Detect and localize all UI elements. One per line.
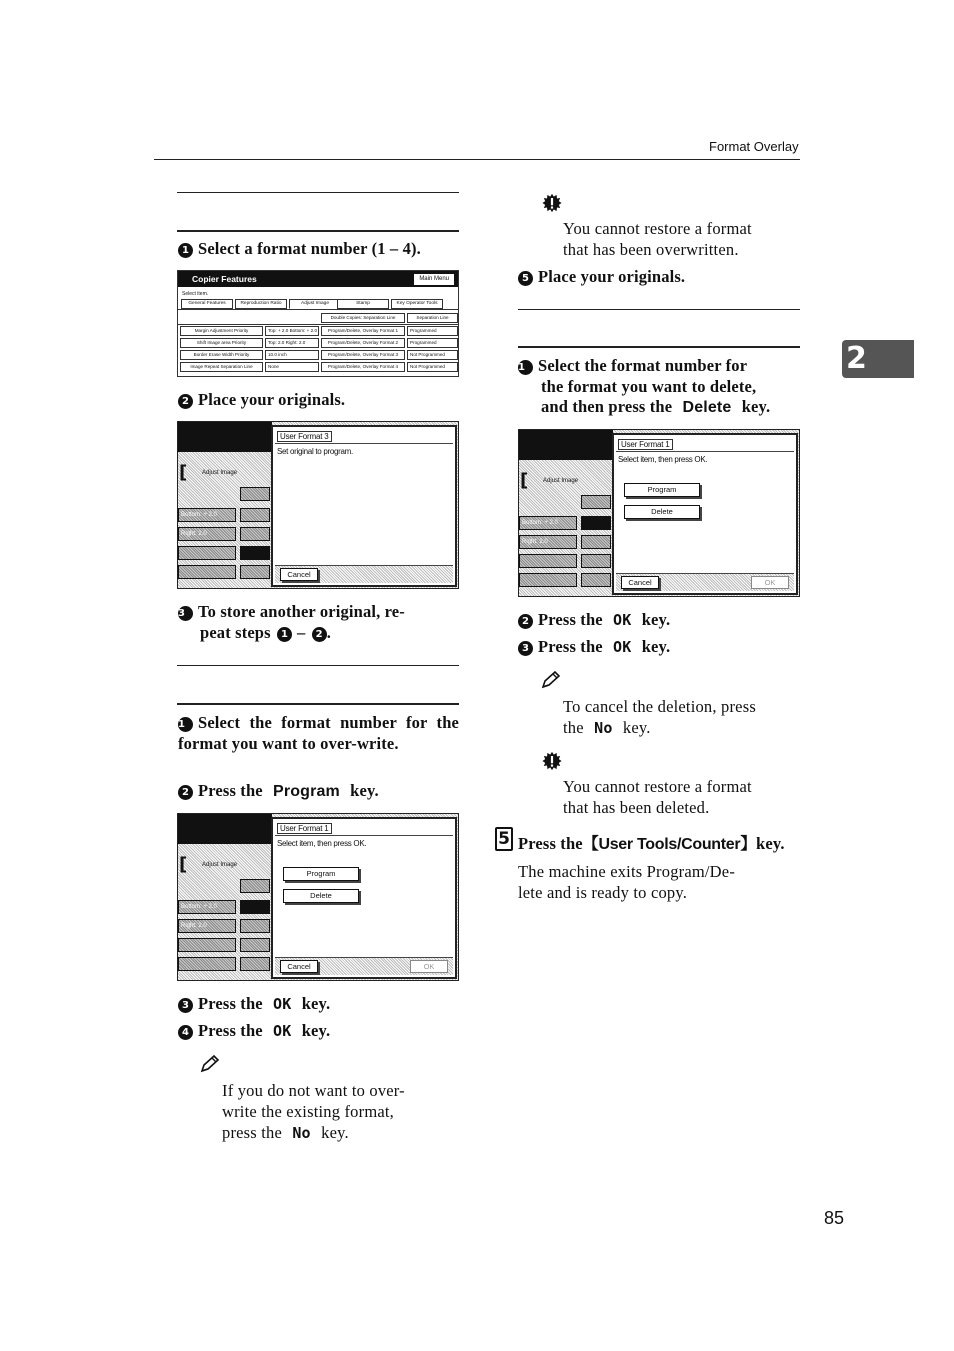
ok-key: OK xyxy=(273,995,292,1013)
note-pencil-icon xyxy=(199,1054,221,1074)
step-text: key. xyxy=(301,994,331,1013)
screen-topbar xyxy=(178,814,272,844)
step-text: Press the xyxy=(538,610,603,629)
tab-stamp[interactable]: Stamp xyxy=(337,299,389,309)
subsection-rule xyxy=(177,230,459,232)
step-text: Place your originals. xyxy=(198,390,346,409)
step-ref-2: 2 xyxy=(312,627,327,642)
side-cell[interactable] xyxy=(178,565,236,579)
step-select-overwrite xyxy=(178,713,459,754)
step-text: Press the xyxy=(518,834,583,853)
step-text: Press the xyxy=(198,781,263,800)
side-cell[interactable] xyxy=(519,573,577,587)
side-cell-prog-selected[interactable] xyxy=(581,516,611,530)
dialog-message: Set original to program. xyxy=(277,447,353,456)
screen-topbar xyxy=(519,430,613,460)
side-cell-prog[interactable] xyxy=(240,919,270,933)
step-period: . xyxy=(326,623,331,642)
step-text: peat steps xyxy=(200,623,271,642)
step-press-ok xyxy=(518,637,802,658)
step-text: key. xyxy=(350,781,379,800)
step-text: key. xyxy=(641,637,671,656)
dialog-message: Select item, then press OK. xyxy=(277,839,367,848)
side-cell-prog[interactable] xyxy=(240,508,270,522)
select-item-label: Select item. xyxy=(182,291,209,297)
no-key: No xyxy=(594,719,613,737)
user-format-dialog xyxy=(271,425,457,587)
setting-name[interactable]: Margin Adjustment Priority xyxy=(180,326,263,336)
note-line-key xyxy=(563,717,803,739)
section-rule xyxy=(177,192,459,193)
step-text: Select the format number for the format you want to over-write. xyxy=(178,713,459,753)
setting-value: None xyxy=(265,362,319,372)
step-number: 3 xyxy=(178,606,193,621)
cancel-button[interactable]: Cancel xyxy=(621,576,659,589)
ok-key: OK xyxy=(273,1022,292,1040)
step-number: 1 xyxy=(178,243,193,258)
overlay-format-status: Programmed xyxy=(407,326,458,336)
adjust-image-label: Adjust Image xyxy=(202,862,238,868)
program-button[interactable]: Program xyxy=(283,867,359,881)
overlay-format-status: Not Programmed xyxy=(407,362,458,372)
setting-value: Top: 2.0 Right: 2.0 xyxy=(265,338,319,348)
no-key: No xyxy=(292,1124,311,1142)
important-icon xyxy=(541,193,563,213)
important-line: You cannot restore a format xyxy=(563,777,752,796)
step-text: Press the xyxy=(198,1021,263,1040)
dialog-title-rule xyxy=(275,443,453,444)
side-cell-prog[interactable] xyxy=(581,573,611,587)
note-text: key. xyxy=(321,1123,349,1142)
step-press-program xyxy=(178,781,462,803)
header-rule xyxy=(154,159,800,160)
side-cell[interactable] xyxy=(178,546,236,560)
ok-key: OK xyxy=(613,611,632,629)
side-cell-bottom[interactable]: Bottom: + 2.0 xyxy=(178,900,236,914)
side-cell[interactable] xyxy=(240,487,270,501)
subsection-rule xyxy=(518,346,800,348)
step-text: key. xyxy=(741,397,771,416)
ok-button[interactable]: OK xyxy=(751,576,789,589)
copier-features-title: Copier Features xyxy=(192,274,257,284)
note-line-key xyxy=(222,1122,462,1144)
delete-button[interactable]: Delete xyxy=(624,505,700,519)
note-text xyxy=(222,1080,459,1122)
step-text: Select the format number for xyxy=(538,356,748,375)
side-cell-prog[interactable] xyxy=(581,554,611,568)
step-text: key. xyxy=(641,610,671,629)
page-number: 85 xyxy=(824,1208,845,1228)
dialog-message: Select item, then press OK. xyxy=(618,455,708,464)
tab-baseline xyxy=(178,309,458,310)
user-format-3-screen xyxy=(177,421,459,589)
important-line: You cannot restore a format xyxy=(563,219,752,238)
step-press-user-tools xyxy=(518,834,802,856)
step-number: 3 xyxy=(178,998,193,1013)
step-text: Select a format number (1 – 4). xyxy=(198,239,421,258)
step-text: Place your originals. xyxy=(538,267,686,286)
step-number: 2 xyxy=(178,394,193,409)
step-select-delete-cont xyxy=(541,377,800,398)
delete-key: Delete xyxy=(682,399,732,416)
overlay-format-button[interactable]: Program/Delete, Overlay Format 1 xyxy=(321,326,405,336)
bracket-left: [ xyxy=(520,470,529,491)
step-number: 1 xyxy=(178,717,193,732)
user-format-dialog xyxy=(612,433,798,595)
side-cell[interactable] xyxy=(581,495,611,509)
side-cell-prog[interactable] xyxy=(240,938,270,952)
step-number: 1 xyxy=(518,360,533,375)
important-line: that has been overwritten. xyxy=(563,240,739,259)
important-line: that has been deleted. xyxy=(563,798,710,817)
note-text: the xyxy=(563,718,584,737)
setting-name[interactable]: Border Erase Width Priority xyxy=(180,350,263,360)
adjust-image-label: Adjust Image xyxy=(202,470,238,476)
side-cell-prog-selected[interactable] xyxy=(240,546,270,560)
note-line: write the existing format, xyxy=(222,1102,394,1121)
side-cell-prog[interactable] xyxy=(240,565,270,579)
side-cell[interactable] xyxy=(240,879,270,893)
adjust-image-label: Adjust Image xyxy=(543,478,579,484)
side-cell-prog[interactable] xyxy=(240,527,270,541)
user-format-1-screen xyxy=(177,813,459,981)
note-pencil-icon xyxy=(540,670,562,690)
overlay-format-status: Not Programmed xyxy=(407,350,458,360)
cancel-button[interactable]: Cancel xyxy=(280,960,318,973)
overlay-format-status: Programmed xyxy=(407,338,458,348)
setting-name[interactable]: Image Repeat Separation Line xyxy=(180,362,263,372)
tab-general-features[interactable]: General Features xyxy=(181,299,233,309)
setting-value: Top: + 2.0 Bottom: + 2.0 xyxy=(265,326,319,336)
dialog-footer xyxy=(275,957,453,975)
tab-key-operator-tools[interactable]: Key Operator Tools xyxy=(391,299,443,309)
tab-adjust-image[interactable]: Adjust Image xyxy=(289,299,341,309)
step-repeat-steps xyxy=(178,602,459,623)
step-ref-1: 1 xyxy=(277,627,292,642)
side-cell[interactable] xyxy=(178,938,236,952)
step-text: and then press the xyxy=(541,397,673,416)
step-select-delete-cont xyxy=(541,397,803,419)
subheader-separation-line: Separation Line xyxy=(407,313,458,323)
chapter-tab: 2 xyxy=(842,340,914,378)
bracket-left: [ xyxy=(179,854,188,875)
section-rule xyxy=(518,309,800,310)
main-step-number: 5 xyxy=(495,827,513,851)
program-key: Program xyxy=(273,783,340,800)
side-cell-prog-selected[interactable] xyxy=(240,900,270,914)
copier-features-titlebar xyxy=(178,271,458,287)
note-text: press the xyxy=(222,1123,282,1142)
side-cell-bottom[interactable]: Bottom: + 2.0 xyxy=(519,516,577,530)
result-line: The machine exits Program/De- xyxy=(518,862,736,881)
subheader-double-copies: Double Copies: Separation Line xyxy=(321,313,405,323)
step-text: To store another original, re- xyxy=(198,602,405,621)
user-format-dialog xyxy=(271,817,457,979)
step-text: Press the xyxy=(198,994,263,1013)
ok-button[interactable]: OK xyxy=(410,960,448,973)
dialog-title-rule xyxy=(275,835,453,836)
user-format-delete-screen xyxy=(518,429,800,597)
dialog-footer xyxy=(275,565,453,583)
setting-value: 10.0 inch xyxy=(265,350,319,360)
step-select-delete xyxy=(518,356,800,377)
step-place-originals xyxy=(178,390,462,411)
step-text: Press the xyxy=(538,637,603,656)
overlay-format-button[interactable]: Program/Delete, Overlay Format 3 xyxy=(321,350,405,360)
result-line: lete and is ready to copy. xyxy=(518,883,688,902)
step-press-ok xyxy=(178,994,462,1015)
important-text xyxy=(563,776,800,818)
note-text: To cancel the deletion, press xyxy=(563,697,756,716)
overlay-format-button[interactable]: Program/Delete, Overlay Format 4 xyxy=(321,362,405,372)
dialog-title: User Format 1 xyxy=(277,823,332,834)
step-dash: – xyxy=(297,623,306,642)
user-tools-counter-key: 【User Tools/Counter】 xyxy=(582,836,757,853)
step-number: 2 xyxy=(518,614,533,629)
dialog-title: User Format 3 xyxy=(277,431,332,442)
side-cell-bottom[interactable]: Bottom: + 2.0 xyxy=(178,508,236,522)
program-button[interactable]: Program xyxy=(624,483,700,497)
side-cell-right[interactable]: Right: 2.0 xyxy=(519,535,577,549)
step-repeat-steps-cont xyxy=(200,623,460,644)
side-cell[interactable] xyxy=(519,554,577,568)
side-cell-prog[interactable] xyxy=(581,535,611,549)
dialog-title: User Format 1 xyxy=(618,439,673,450)
step-number: 5 xyxy=(518,271,533,286)
overlay-format-button[interactable]: Program/Delete, Overlay Format 2 xyxy=(321,338,405,348)
bracket-left: [ xyxy=(179,462,188,483)
dialog-footer xyxy=(616,573,794,591)
section-rule xyxy=(177,665,459,666)
step-result-text xyxy=(518,861,800,903)
step-number: 3 xyxy=(518,641,533,656)
note-text: key. xyxy=(622,718,651,737)
step-text: key. xyxy=(301,1021,331,1040)
step-number: 4 xyxy=(178,1025,193,1040)
step-text: key. xyxy=(756,834,785,853)
copier-features-screen xyxy=(177,270,459,377)
table-divider xyxy=(178,324,458,325)
step-number: 2 xyxy=(178,785,193,800)
important-text xyxy=(563,218,800,260)
setting-name[interactable]: Shift Image area Priority xyxy=(180,338,263,348)
side-cell-right[interactable]: Right: 2.0 xyxy=(178,527,236,541)
main-menu-button[interactable]: Main Menu xyxy=(414,274,454,285)
dialog-title-rule xyxy=(616,451,794,452)
note-line: If you do not want to over- xyxy=(222,1081,405,1100)
step-press-ok xyxy=(518,610,802,631)
step-place-originals xyxy=(518,267,802,288)
important-icon xyxy=(541,751,563,771)
tab-reproduction-ratio[interactable]: Reproduction Ratio xyxy=(235,299,287,309)
delete-button[interactable]: Delete xyxy=(283,889,359,903)
side-cell-right[interactable]: Right: 2.0 xyxy=(178,919,236,933)
step-select-format xyxy=(178,239,462,260)
running-header: Format Overlay xyxy=(709,139,799,154)
ok-key: OK xyxy=(613,638,632,656)
side-cell-prog[interactable] xyxy=(240,957,270,971)
step-press-ok xyxy=(178,1021,462,1042)
screen-topbar xyxy=(178,422,272,452)
side-cell[interactable] xyxy=(178,957,236,971)
step-text: the format you want to delete, xyxy=(541,377,757,396)
cancel-button[interactable]: Cancel xyxy=(280,568,318,581)
subsection-rule xyxy=(177,703,459,705)
